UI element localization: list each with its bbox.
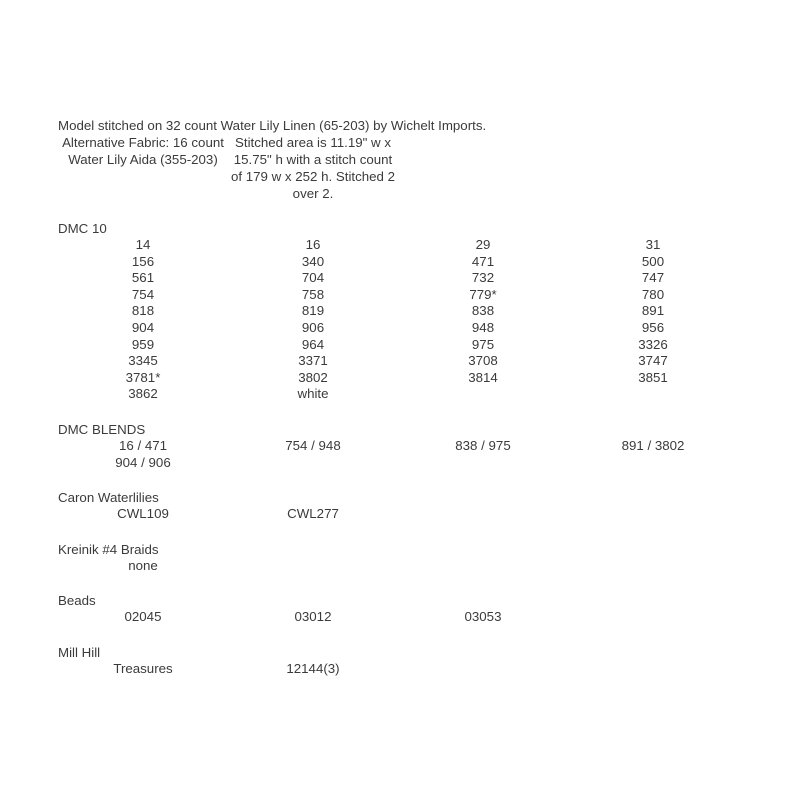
- model-fabric-line: Model stitched on 32 count Water Lily Linen (65-203) by Wichelt Imports.: [58, 118, 487, 133]
- thread-code: [228, 558, 398, 575]
- treasure-code: 12144(3): [286, 660, 340, 676]
- section-dmc-blends: [58, 421, 800, 471]
- floss-number: 156: [131, 253, 155, 269]
- thread-code: CWL109: [117, 506, 169, 522]
- floss-number: 975: [471, 336, 495, 352]
- section-title: Beads: [58, 593, 96, 609]
- floss-number: 3326: [638, 336, 668, 352]
- blend-value: 904 / 906: [115, 454, 171, 470]
- section-mill-hill: [58, 644, 800, 678]
- thread-code: CWL277: [287, 506, 339, 522]
- thread-code: [398, 506, 568, 523]
- floss-number: 3747: [638, 353, 668, 369]
- floss-number: 779*: [469, 286, 497, 302]
- floss-number: 31: [645, 237, 661, 252]
- floss-number: 747: [641, 270, 665, 286]
- floss-number: 758: [301, 286, 325, 302]
- floss-number: 838: [471, 303, 495, 319]
- section-dmc-10: [58, 220, 800, 403]
- alternative-fabric-line: Alternative Fabric: 16 count: [62, 135, 224, 150]
- section-title: DMC BLENDS: [58, 421, 146, 437]
- thread-code: [568, 558, 738, 575]
- floss-number: 704: [301, 270, 325, 286]
- beads-grid: [58, 609, 800, 626]
- floss-number: 14: [135, 237, 151, 252]
- alternative-fabric-line: Water Lily Aida (355-203): [68, 152, 218, 167]
- floss-number: 3345: [128, 353, 158, 369]
- section-title: Caron Waterlilies: [58, 490, 159, 506]
- stitched-area-line: Stitched area is 11.19" w x: [235, 135, 391, 150]
- stitched-area-line: over 2.: [292, 186, 334, 201]
- thread-code: none: [128, 557, 158, 573]
- stitched-area-line: 15.75" h with a stitch count: [233, 152, 393, 167]
- header-columns: [58, 134, 800, 202]
- floss-number: [398, 386, 568, 403]
- caron-grid: [58, 506, 800, 523]
- dmc-10-grid: [58, 237, 800, 403]
- bead-code: 03012: [294, 609, 332, 625]
- floss-number: 956: [641, 319, 665, 335]
- floss-number: 891: [641, 303, 665, 319]
- section-kreinik-braids: [58, 541, 800, 575]
- floss-number: 340: [301, 253, 325, 269]
- floss-number: 471: [471, 253, 495, 269]
- section-title: Kreinik #4 Braids: [58, 541, 159, 557]
- floss-number: white: [297, 386, 329, 402]
- floss-number: 3781*: [125, 369, 161, 385]
- thread-code: [568, 506, 738, 523]
- floss-number: 3371: [298, 353, 328, 369]
- treasure-code: [568, 661, 738, 678]
- bead-code: 03053: [464, 609, 502, 625]
- bead-code: 02045: [124, 609, 162, 625]
- floss-number: 732: [471, 270, 495, 286]
- floss-number: 3862: [128, 386, 158, 402]
- alternative-fabric-block: [58, 134, 228, 202]
- stitched-area-block: [228, 134, 398, 202]
- floss-number: 3802: [298, 369, 328, 385]
- floss-number: 948: [471, 319, 495, 335]
- mill-hill-grid: [58, 661, 800, 678]
- blend-value: 16 / 471: [118, 437, 168, 453]
- floss-number: 3851: [638, 369, 668, 385]
- floss-number: 959: [131, 336, 155, 352]
- floss-number: 780: [641, 286, 665, 302]
- floss-number: [568, 386, 738, 403]
- stitched-area-line: of 179 w x 252 h. Stitched 2: [230, 169, 396, 184]
- floss-number: 819: [301, 303, 325, 319]
- blend-value: 891 / 3802: [621, 437, 685, 453]
- bead-code: [568, 609, 738, 626]
- treasure-code: Treasures: [113, 660, 173, 676]
- floss-number: 16: [305, 237, 321, 252]
- blend-value: 838 / 975: [455, 437, 511, 453]
- floss-number: 904: [131, 319, 155, 335]
- floss-number: 754: [131, 286, 155, 302]
- floss-number: 3814: [468, 369, 498, 385]
- thread-code: [398, 558, 568, 575]
- kreinik-grid: [58, 558, 800, 575]
- section-beads: [58, 592, 800, 626]
- floss-number: 29: [475, 237, 491, 252]
- floss-number: 561: [131, 270, 155, 286]
- floss-number: 500: [641, 253, 665, 269]
- floss-number: 818: [131, 303, 155, 319]
- treasure-code: [398, 661, 568, 678]
- floss-number: 3708: [468, 353, 498, 369]
- section-title: DMC 10: [58, 221, 107, 236]
- dmc-blends-grid: [58, 438, 800, 471]
- section-title: Mill Hill: [58, 644, 101, 660]
- blend-value: [228, 455, 398, 472]
- floss-number: 964: [301, 336, 325, 352]
- blend-value: [568, 455, 738, 472]
- section-caron-waterlilies: [58, 489, 800, 523]
- floss-number: 906: [301, 319, 325, 335]
- blend-value: 754 / 948: [285, 437, 341, 453]
- blend-value: [398, 455, 568, 472]
